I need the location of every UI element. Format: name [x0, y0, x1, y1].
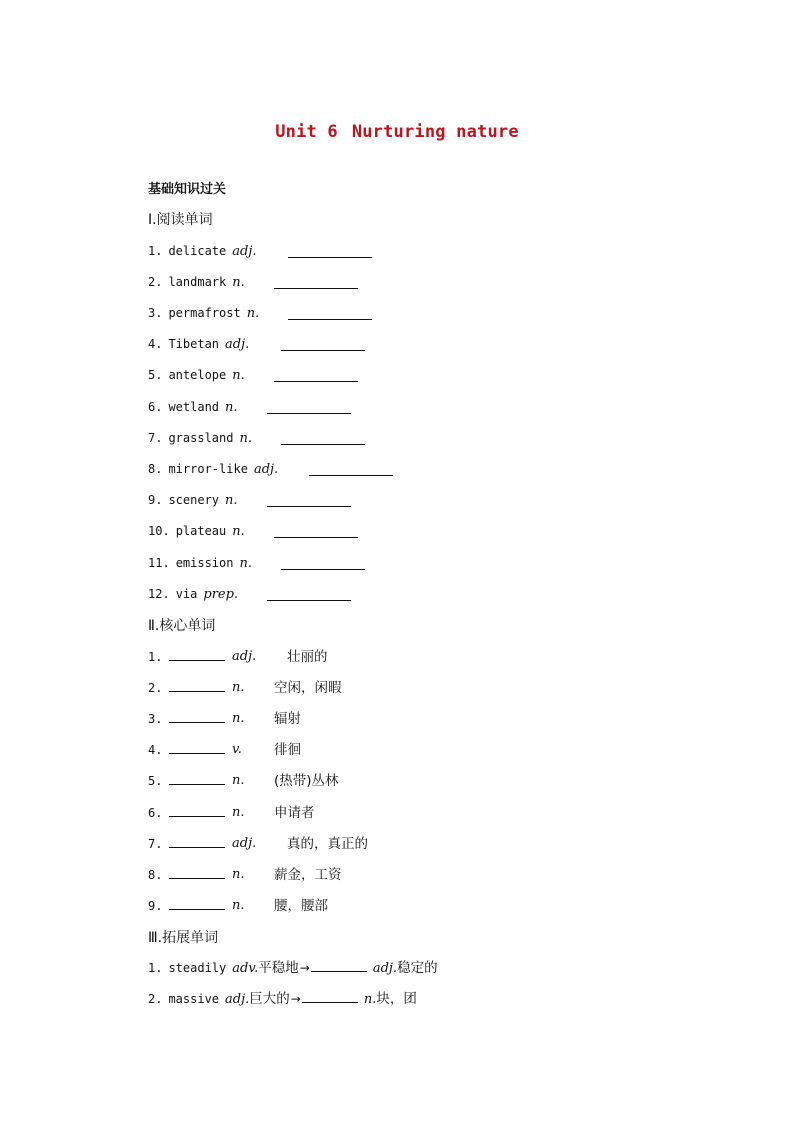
- core-word-row: [148, 803, 408, 823]
- part-of-speech: n.: [239, 556, 252, 571]
- basic-knowledge-heading: 基础知识过关: [148, 182, 227, 197]
- part-of-speech: n.: [239, 431, 252, 446]
- answer-blank[interactable]: [169, 647, 225, 661]
- part-of-speech: n.: [232, 898, 245, 913]
- reading-word-row: [148, 272, 448, 292]
- part-of-speech: adj.: [232, 649, 257, 664]
- english-word: wetland: [168, 400, 220, 414]
- answer-blank[interactable]: [281, 431, 365, 445]
- chinese-meaning: 徘徊: [274, 742, 301, 758]
- answer-blank[interactable]: [274, 368, 358, 382]
- reading-word-row: [148, 334, 448, 354]
- part-of-speech: v.: [232, 742, 242, 757]
- item-number: 12.: [148, 587, 170, 601]
- answer-blank[interactable]: [274, 275, 358, 289]
- english-word: landmark: [168, 275, 227, 289]
- core-word-row: [148, 865, 408, 885]
- reading-word-row: [148, 553, 448, 573]
- answer-blank[interactable]: [169, 709, 225, 723]
- item-number: 2.: [148, 275, 163, 289]
- chinese-meaning: 壮丽的: [287, 649, 328, 665]
- target-part-of-speech: adj.: [372, 961, 398, 976]
- part-of-speech: n.: [225, 400, 238, 415]
- item-number: 8.: [148, 868, 163, 882]
- chinese-meaning: 申请者: [274, 805, 315, 821]
- reading-word-row: [148, 365, 448, 385]
- answer-blank[interactable]: [169, 771, 225, 785]
- reading-word-row: [148, 241, 448, 261]
- item-number: 4.: [148, 337, 163, 351]
- item-number: 9.: [148, 899, 163, 913]
- item-number: 5.: [148, 368, 163, 382]
- target-chinese-meaning: 稳定的: [397, 960, 438, 976]
- part-of-speech: n.: [232, 711, 245, 726]
- answer-blank[interactable]: [169, 803, 225, 817]
- reading-word-row: [148, 521, 448, 541]
- chinese-meaning: 空闲，闲暇: [274, 680, 342, 696]
- answer-blank[interactable]: [309, 462, 393, 476]
- page-title: [0, 122, 794, 142]
- core-word-row: [148, 709, 408, 729]
- english-word: grassland: [168, 431, 234, 445]
- english-word: emission: [175, 556, 234, 570]
- core-word-row: [148, 896, 408, 916]
- core-word-row: [148, 647, 408, 667]
- english-word: via: [175, 587, 198, 601]
- reading-word-row: [148, 584, 448, 604]
- part-of-speech: n.: [232, 524, 245, 539]
- english-word: massive: [168, 992, 220, 1006]
- answer-blank[interactable]: [274, 524, 358, 538]
- part-of-speech: n.: [232, 773, 245, 788]
- extended-word-row: [148, 989, 468, 1009]
- answer-blank[interactable]: [288, 306, 372, 320]
- item-number: 6.: [148, 806, 163, 820]
- part-of-speech: adj.: [225, 337, 250, 352]
- answer-blank[interactable]: [281, 337, 365, 351]
- answer-blank[interactable]: [169, 740, 225, 754]
- english-word: permafrost: [168, 306, 241, 320]
- part-of-speech: n.: [232, 867, 245, 882]
- english-word: scenery: [168, 493, 220, 507]
- reading-word-row: [148, 428, 448, 448]
- part-of-speech: adj.: [225, 992, 250, 1007]
- answer-blank[interactable]: [169, 896, 225, 910]
- item-number: 8.: [148, 462, 163, 476]
- item-number: 2.: [148, 681, 163, 695]
- answer-blank[interactable]: [267, 493, 351, 507]
- target-chinese-meaning: 块，团: [376, 991, 417, 1007]
- english-word: antelope: [168, 368, 227, 382]
- part-of-speech: adv.: [232, 961, 259, 976]
- part-of-speech: n.: [246, 306, 260, 321]
- chinese-meaning: 辐射: [274, 711, 301, 727]
- part-of-speech: n.: [232, 275, 245, 290]
- part-of-speech: adj.: [232, 244, 257, 259]
- part-of-speech: n.: [232, 680, 245, 695]
- reading-word-row: [148, 397, 448, 417]
- chinese-meaning: 腰，腰部: [274, 898, 328, 914]
- part-of-speech: n.: [232, 368, 245, 383]
- chinese-meaning: 巨大的: [249, 991, 290, 1007]
- item-number: 7.: [148, 431, 163, 445]
- target-part-of-speech: n.: [363, 992, 377, 1007]
- answer-blank[interactable]: [267, 587, 351, 601]
- answer-blank[interactable]: [267, 400, 351, 414]
- arrow-icon: →: [299, 961, 310, 975]
- section-extended-words-label: Ⅲ.拓展单词: [148, 930, 219, 946]
- unit-name: Nurturing nature: [351, 122, 519, 142]
- english-word: plateau: [175, 524, 227, 538]
- item-number: 9.: [148, 493, 163, 507]
- english-word: delicate: [168, 244, 227, 258]
- answer-blank[interactable]: [169, 834, 225, 848]
- part-of-speech: n.: [225, 493, 238, 508]
- item-number: 11.: [148, 556, 170, 570]
- chinese-meaning: 真的，真正的: [287, 836, 368, 852]
- part-of-speech: adj.: [253, 462, 279, 477]
- core-word-row: [148, 678, 408, 698]
- section-reading-words-label: Ⅰ.阅读单词: [148, 212, 213, 228]
- reading-word-row: [148, 490, 448, 510]
- section-core-words-label: Ⅱ.核心单词: [148, 618, 216, 634]
- item-number: 1.: [148, 244, 163, 258]
- core-word-row: [148, 771, 408, 791]
- item-number: 3.: [148, 306, 163, 320]
- answer-blank[interactable]: [169, 678, 225, 692]
- part-of-speech: n.: [232, 805, 245, 820]
- reading-word-row: [148, 459, 448, 479]
- arrow-icon: →: [290, 992, 301, 1006]
- part-of-speech: adj.: [232, 836, 257, 851]
- item-number: 2.: [148, 992, 163, 1006]
- item-number: 6.: [148, 400, 163, 414]
- english-word: Tibetan: [168, 337, 220, 351]
- item-number: 1.: [148, 961, 163, 975]
- extended-word-row: [148, 958, 468, 978]
- chinese-meaning: (热带)丛林: [274, 773, 339, 789]
- answer-blank[interactable]: [302, 989, 358, 1003]
- chinese-meaning: 薪金，工资: [274, 867, 342, 883]
- answer-blank[interactable]: [169, 865, 225, 879]
- item-number: 1.: [148, 650, 163, 664]
- item-number: 5.: [148, 774, 163, 788]
- core-word-row: [148, 740, 408, 760]
- part-of-speech: prep.: [203, 587, 239, 602]
- chinese-meaning: 平稳地: [258, 960, 299, 976]
- item-number: 7.: [148, 837, 163, 851]
- item-number: 10.: [148, 524, 170, 538]
- core-word-row: [148, 834, 408, 854]
- english-word: mirror-like: [168, 462, 248, 476]
- item-number: 3.: [148, 712, 163, 726]
- answer-blank[interactable]: [288, 244, 372, 258]
- unit-label: Unit 6: [275, 122, 338, 142]
- answer-blank[interactable]: [281, 556, 365, 570]
- answer-blank[interactable]: [311, 958, 367, 972]
- reading-word-row: [148, 303, 448, 323]
- english-word: steadily: [168, 961, 227, 975]
- item-number: 4.: [148, 743, 163, 757]
